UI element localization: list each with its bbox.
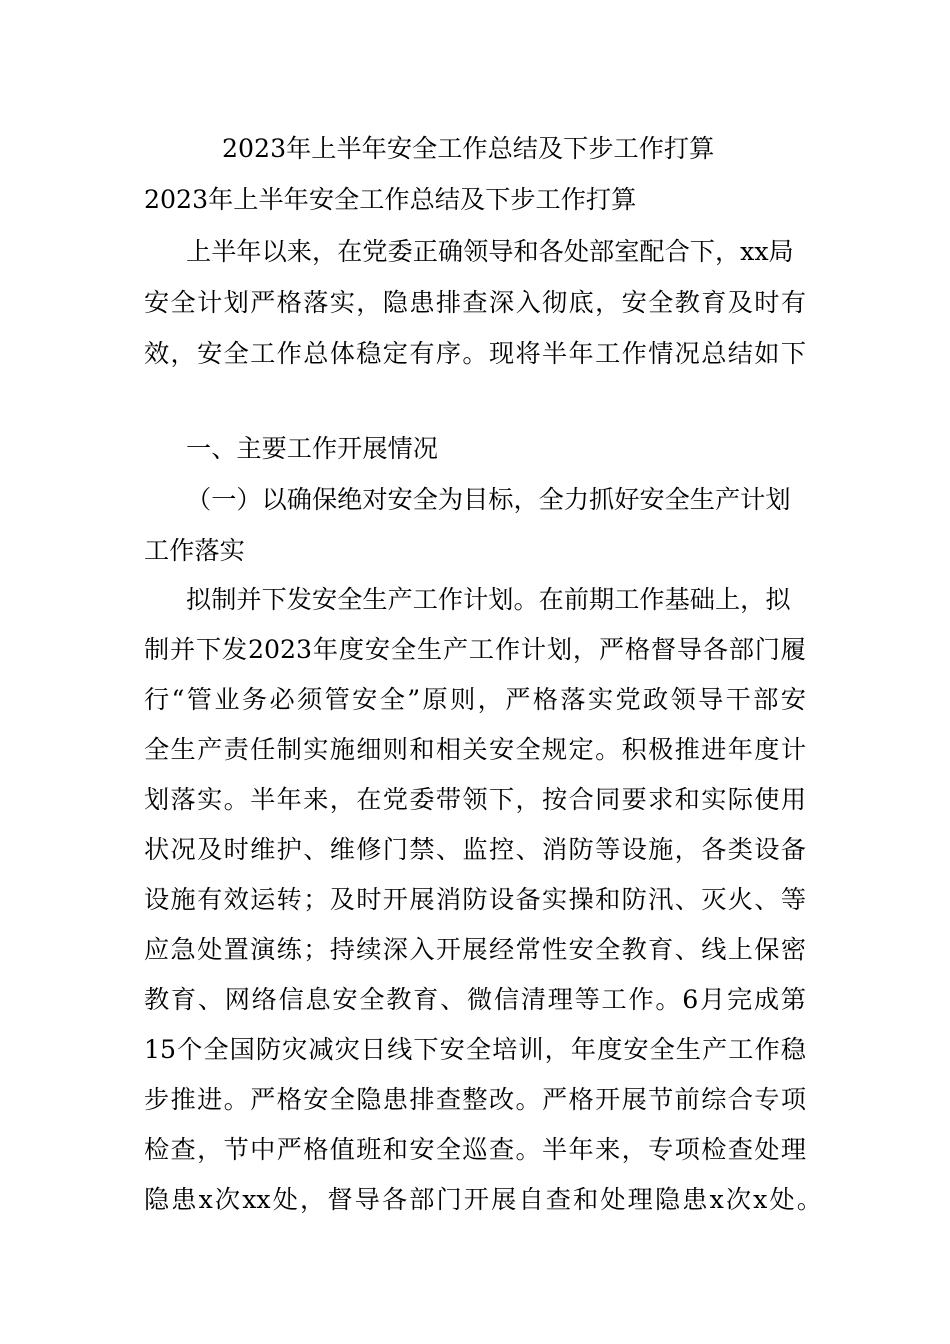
body-line: 状况及时维护、维修门禁、监控、消防等设施，各类设备: [144, 835, 806, 864]
body-line: 全生产责任制实施细则和相关安全规定。积极推进年度计: [144, 735, 806, 764]
intro-line: 安全计划严格落实，隐患排查深入彻底，安全教育及时有: [144, 288, 806, 317]
body-line: 15个全国防灾减灾日线下安全培训，年度安全生产工作稳: [144, 1035, 806, 1064]
body-line: 行“管业务必须管安全”原则，严格落实党政领导干部安: [144, 685, 806, 714]
subsection-heading-line: 工作落实: [144, 536, 245, 565]
body-line: 步推进。严格安全隐患排查整改。严格开展节前综合专项: [144, 1085, 806, 1114]
body-line: 设施有效运转；及时开展消防设备实操和防汛、灭火、等: [144, 885, 806, 914]
body-line: 隐患x次xx处，督导各部门开展自查和处理隐患x次x处。: [144, 1185, 822, 1214]
intro-line: 上半年以来，在党委正确领导和各处部室配合下，xx局: [186, 237, 794, 266]
body-line: 划落实。半年来，在党委带领下，按合同要求和实际使用: [144, 785, 806, 814]
body-line: 检查，节中严格值班和安全巡查。半年来，专项检查处理: [144, 1135, 806, 1164]
body-line: 制并下发2023年度安全生产工作计划，严格督导各部门履: [144, 635, 806, 664]
document-title: 2023年上半年安全工作总结及下步工作打算: [222, 134, 715, 163]
body-line: 教育、网络信息安全教育、微信清理等工作。6月完成第: [144, 985, 806, 1014]
subsection-heading-line: （一）以确保绝对安全为目标，全力抓好安全生产计划: [186, 485, 791, 514]
body-line: 应急处置演练；持续深入开展经常性安全教育、线上保密: [144, 935, 806, 964]
body-line: 拟制并下发安全生产工作计划。在前期工作基础上，拟: [186, 585, 791, 614]
document-subtitle: 2023年上半年安全工作总结及下步工作打算: [144, 185, 637, 214]
section-heading: 一、主要工作开展情况: [186, 434, 438, 463]
intro-line: 效，安全工作总体稳定有序。现将半年工作情况总结如下: [144, 339, 806, 368]
